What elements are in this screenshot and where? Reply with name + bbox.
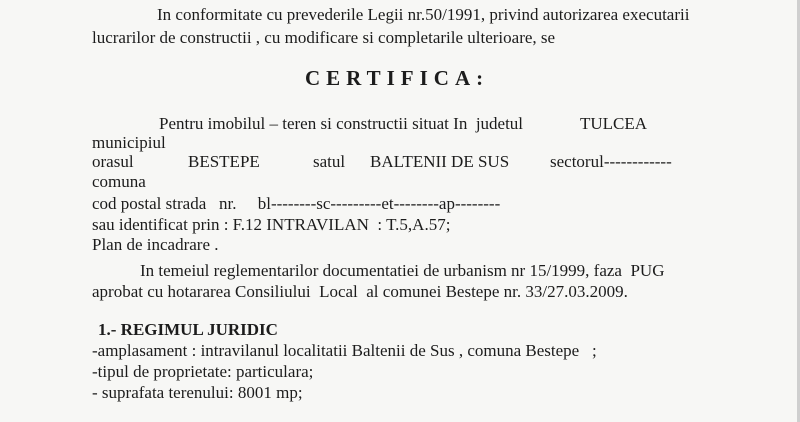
commune-label: comuna [92,172,146,191]
municipality-label: municipiul [92,133,166,152]
section-1-item: -amplasament : intravilanul localitatii Baltenii de Sus , comuna Bestepe ; [92,341,597,360]
intro-line-2: lucrarilor de constructii , cu modificare si completarile ulterioare, se [92,28,556,47]
village-value: BALTENII DE SUS [370,152,510,171]
property-line-1: Pentru imobilul – teren si constructii situat In judetul [159,114,524,133]
address-line: cod postal strada nr. bl--------sc---------et--------ap-------- [92,194,501,213]
section-1-title: 1.- REGIMUL JURIDIC [98,320,278,339]
town-value: BESTEPE [188,152,260,171]
town-label: orasul [92,152,134,171]
basis-line-1: In temeiul reglementarilor documentatiei de urbanism nr 15/1999, faza PUG [140,261,665,280]
identified-line: sau identificat prin : F.12 INTRAVILAN : T.5,A.57; [92,215,451,234]
basis-line-2: aprobat cu hotararea Consiliului Local al comunei Bestepe nr. 33/27.03.2009. [92,282,628,301]
section-1-item: -tipul de proprietate: particulara; [92,362,314,381]
plan-line: Plan de incadrare . [92,235,219,254]
certifica-heading: CERTIFICA: [305,66,490,90]
intro-line-1: In conformitate cu prevederile Legii nr.50/1991, privind autorizarea executarii [157,5,690,24]
section-1-item: - suprafata terenului: 8001 mp; [92,383,303,402]
village-label: satul [313,152,346,171]
county-value: TULCEA [580,114,648,133]
sector-field: sectorul------------ [550,152,672,171]
